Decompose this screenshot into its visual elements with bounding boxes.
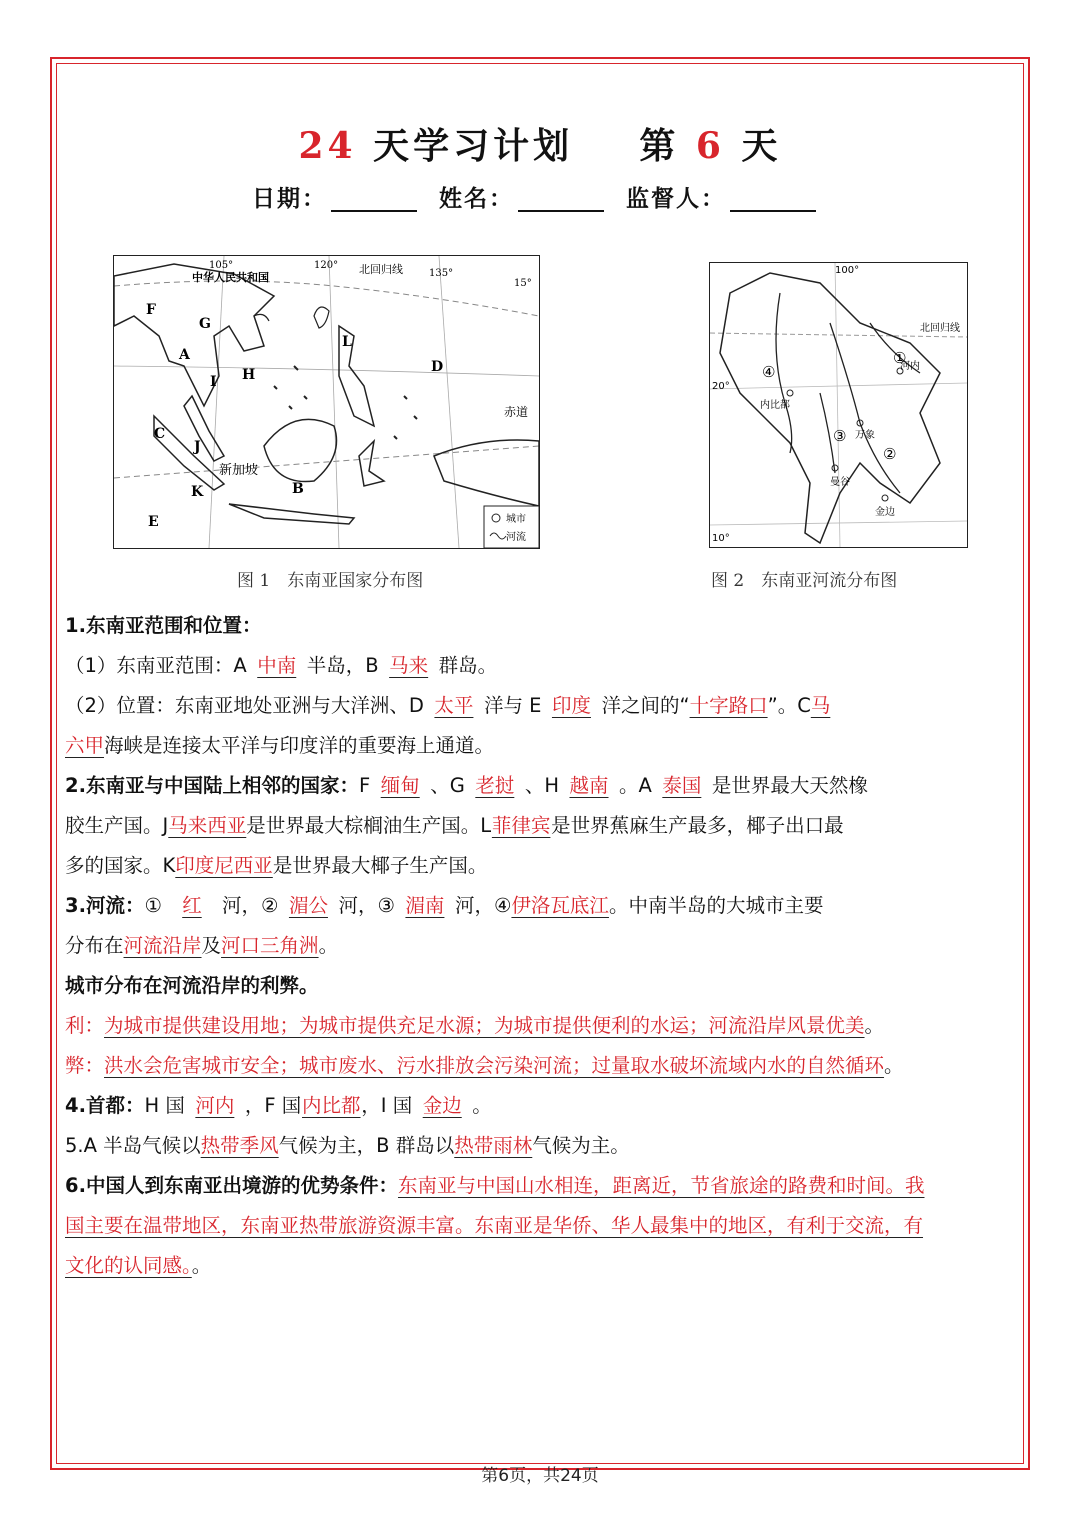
q4-text: 。	[472, 1094, 492, 1117]
q3-text: 分布在	[65, 934, 124, 957]
date-label: 日期：	[251, 185, 327, 212]
map2-svg	[710, 263, 967, 547]
answer-river-3: 湄南	[405, 894, 445, 917]
q6-title: 6.中国人到东南亚出境游的优势条件：	[65, 1174, 398, 1197]
map1-lon-105: 105°	[209, 260, 234, 271]
map2-river-label-4: ④	[762, 363, 776, 381]
q2-text: 是世界最大棕榈油生产国。L	[246, 814, 492, 837]
q2-line-3	[65, 846, 1015, 886]
map2-river-label-2: ②	[883, 445, 897, 463]
q1-text: 半岛，B	[306, 654, 379, 677]
pros-end: 。	[864, 1014, 885, 1037]
map2-river-4	[776, 293, 792, 453]
q4-line	[65, 1086, 1015, 1126]
southeast-asia-rivers-map	[709, 262, 968, 548]
q2-line-2	[65, 806, 1015, 846]
q4-title: 4.首都：	[65, 1094, 145, 1117]
map2-city-phnom-penh: 金边	[875, 507, 895, 518]
answer-country-a: 泰国	[662, 774, 702, 797]
map1-tropic-label: 北回归线	[359, 263, 403, 276]
supervisor-blank[interactable]	[730, 186, 816, 212]
header-fields	[0, 180, 1080, 213]
q5-text: 5.A 半岛气候以	[65, 1134, 201, 1157]
q1-text: 洋与 E	[483, 694, 542, 717]
map2-city-bangkok: 曼谷	[830, 477, 850, 488]
map1-letter-g: G	[199, 316, 211, 332]
q2-text: 胶生产国。J	[65, 814, 169, 837]
q2-text: 、H	[524, 774, 559, 797]
pros-label: 利：	[65, 1014, 105, 1037]
map1-letter-e: E	[148, 514, 159, 530]
map1-mainland	[114, 264, 274, 406]
q3-text: 。中南半岛的大城市主要	[608, 894, 824, 917]
map1-hainan	[254, 314, 269, 321]
map2-city-naypyidaw: 内比都	[760, 400, 790, 411]
q5-text: 气候为主。	[532, 1134, 630, 1157]
map1-letter-i: I	[210, 374, 217, 390]
q2-title: 2.东南亚与中国陆上相邻的国家：	[65, 774, 359, 797]
answer-strait-part2: 六甲	[65, 734, 105, 757]
q2-text: 。A	[619, 774, 652, 797]
map1-meridian-105	[209, 256, 224, 548]
answer-strait-part1: 马	[810, 694, 831, 717]
answer-city-distribution-1: 河流沿岸	[123, 934, 202, 957]
map1-equator-label: 赤道	[504, 405, 529, 419]
answer-islands: 马来	[389, 654, 429, 677]
cons-line	[65, 1046, 1015, 1086]
map2-lat-20-label: 20°	[712, 381, 730, 392]
answer-country-g: 老挝	[475, 774, 515, 797]
cons-end: 。	[884, 1054, 904, 1077]
title-number: 24	[298, 125, 357, 167]
title-day-prefix: 第	[639, 125, 680, 167]
map1-islands	[274, 366, 417, 439]
q2-text: 、G	[430, 774, 465, 797]
pros-cons-title: 城市分布在河流沿岸的利弊。	[65, 974, 319, 997]
q1-title: 1.东南亚范围和位置：	[65, 614, 262, 637]
answer-tourism-3: 文化的认同感。	[65, 1254, 192, 1277]
map1-meridian-120	[329, 256, 339, 548]
answer-peninsula: 中南	[257, 654, 297, 677]
answer-climate-b: 热带雨林	[454, 1134, 533, 1157]
q5-text: 气候为主，B 群岛以	[278, 1134, 455, 1157]
map2-lon-100: 100°	[835, 265, 860, 276]
q3-text: 。	[318, 934, 339, 957]
q1-text: ”。C	[767, 694, 811, 717]
q6-line-1	[65, 1166, 1015, 1206]
map1-svg	[114, 256, 539, 548]
map1-lon-135: 135°	[429, 268, 454, 279]
answer-tourism-2: 国主要在温带地区，东南亚热带旅游资源丰富。东南亚是华侨、华人最集中的地区，有利于交流，有	[65, 1214, 924, 1237]
name-blank[interactable]	[518, 186, 604, 212]
answer-pacific: 太平	[434, 694, 474, 717]
answer-country-f: 缅甸	[380, 774, 420, 797]
answer-city-distribution-2: 河口三角洲	[221, 934, 319, 957]
map2-river-label-1: ①	[893, 349, 907, 367]
map1-sulawesi	[359, 441, 384, 486]
map1-letter-k: K	[191, 484, 204, 500]
q1-line-3	[65, 726, 1015, 766]
map2-lat-20	[710, 383, 967, 389]
supervisor-label: 监督人：	[626, 185, 727, 212]
q1-line-2	[65, 686, 1015, 726]
map1-letter-b: B	[292, 481, 304, 497]
answer-capital-h: 河内	[195, 1094, 235, 1117]
q5-line	[65, 1126, 1015, 1166]
q3-text: 河，②	[221, 894, 279, 917]
q2-text: 多的国家。K	[65, 854, 176, 877]
q3-text: 河，③	[338, 894, 395, 917]
q6-line-2	[65, 1206, 1015, 1246]
title-text: 天学习计划	[373, 125, 574, 167]
page-footer: 第6页，共24页	[481, 1466, 599, 1486]
answer-river-2: 湄公	[288, 894, 328, 917]
map1-lat-15: 15°	[514, 278, 532, 289]
map1-borneo	[264, 419, 337, 481]
map1-equator-line	[114, 446, 539, 478]
q1-text: 海峡是连接太平洋与印度洋的重要海上通道。	[104, 734, 495, 757]
answer-country-l: 菲律宾	[491, 814, 551, 837]
q3-text: 河，④	[454, 894, 512, 917]
map1-lat-line	[114, 366, 539, 376]
q1-text: 群岛。	[438, 654, 498, 677]
map1-legend-river: 河流	[506, 532, 526, 543]
q1-text: （1）东南亚范围：A	[65, 654, 247, 677]
southeast-asia-countries-map	[113, 255, 540, 549]
map2-lat-10-label: 10°	[712, 533, 730, 544]
q2-text: 是世界最大天然橡	[711, 774, 868, 797]
answer-country-h: 越南	[569, 774, 609, 797]
map2-river-label-3: ③	[833, 427, 847, 445]
answer-tourism-1: 东南亚与中国山水相连，距离近，节省旅途的路费和时间。我	[397, 1174, 925, 1197]
worksheet-content	[65, 606, 1015, 1286]
q4-text: ，I 国	[361, 1094, 413, 1117]
answer-capital-f: 内比都	[302, 1094, 361, 1117]
map1-java	[229, 504, 354, 524]
map2-caption: 图 2 东南亚河流分布图	[711, 571, 898, 591]
name-label: 姓名：	[439, 185, 514, 212]
map2-coastline	[720, 273, 940, 543]
answer-indian: 印度	[551, 694, 591, 717]
pros-line	[65, 1006, 1015, 1046]
q4-text: ，F 国	[244, 1094, 302, 1117]
q1-line-1	[65, 646, 1015, 686]
page-title	[0, 118, 1080, 169]
answer-country-k: 印度尼西亚	[175, 854, 273, 877]
map2-tropic-label: 北回归线	[920, 323, 960, 334]
map1-legend	[484, 506, 539, 548]
q1-text: （2）位置：东南亚地处亚洲与大洋洲、D	[65, 694, 424, 717]
map1-singapore-label: 新加坡	[219, 463, 259, 478]
answer-climate-a: 热带季风	[200, 1134, 279, 1157]
map1-china-label: 中华人民共和国	[192, 271, 269, 284]
date-blank[interactable]	[331, 186, 417, 212]
answer-river-4: 伊洛瓦底江	[511, 894, 609, 917]
title-day-suffix: 天	[741, 125, 782, 167]
map1-letter-j: J	[194, 439, 201, 455]
q3-title: 3.河流：	[65, 894, 145, 917]
q3-text: 及	[201, 934, 222, 957]
map1-caption: 图 1 东南亚国家分布图	[237, 571, 424, 591]
q2-text: 是世界蕉麻生产最多，椰子出口最	[551, 814, 844, 837]
map1-tropic-line	[114, 281, 539, 316]
answer-pros: 为城市提供建设用地；为城市提供充足水源；为城市提供便利的水运；河流沿岸风景优美	[104, 1014, 865, 1037]
answer-country-j: 马来西亚	[168, 814, 247, 837]
cons-label: 弊：	[65, 1054, 105, 1077]
map1-letter-a: A	[179, 347, 190, 363]
q4-text: H 国	[144, 1094, 185, 1117]
q1-text: 洋之间的“	[601, 694, 690, 717]
q6-line-3	[65, 1246, 1015, 1286]
q2-text: 是世界最大椰子生产国。	[272, 854, 488, 877]
map2-lat-10	[710, 521, 967, 525]
answer-crossroad: 十字路口	[689, 694, 768, 717]
q6-end: 。	[191, 1254, 212, 1277]
map1-taiwan	[314, 307, 329, 328]
map1-letter-c: C	[154, 426, 166, 442]
map1-letter-h: H	[242, 367, 256, 383]
map1-letter-l: L	[342, 334, 352, 350]
map1-legend-city: 城市	[506, 514, 526, 525]
map1-letter-d: D	[431, 359, 444, 375]
answer-cons: 洪水会危害城市安全；城市废水、污水排放会污染河流；过量取水破坏流域内水的自然循环	[104, 1054, 885, 1077]
title-day-number: 6	[695, 125, 725, 167]
q3-line-1	[65, 886, 1015, 926]
map1-lon-120: 120°	[314, 260, 339, 271]
q2-line-1	[65, 766, 1015, 806]
q2-text: F	[358, 774, 371, 797]
answer-river-1: 红	[182, 894, 202, 917]
map1-letter-f: F	[146, 302, 156, 318]
map1-meridian-135	[439, 256, 459, 548]
q3-text: ①	[144, 894, 162, 917]
q3-line-2	[65, 926, 1015, 966]
map2-city-vientiane: 万象	[855, 430, 875, 441]
map2-city-hanoi: 河内	[900, 361, 920, 372]
answer-capital-i: 金边	[422, 1094, 462, 1117]
